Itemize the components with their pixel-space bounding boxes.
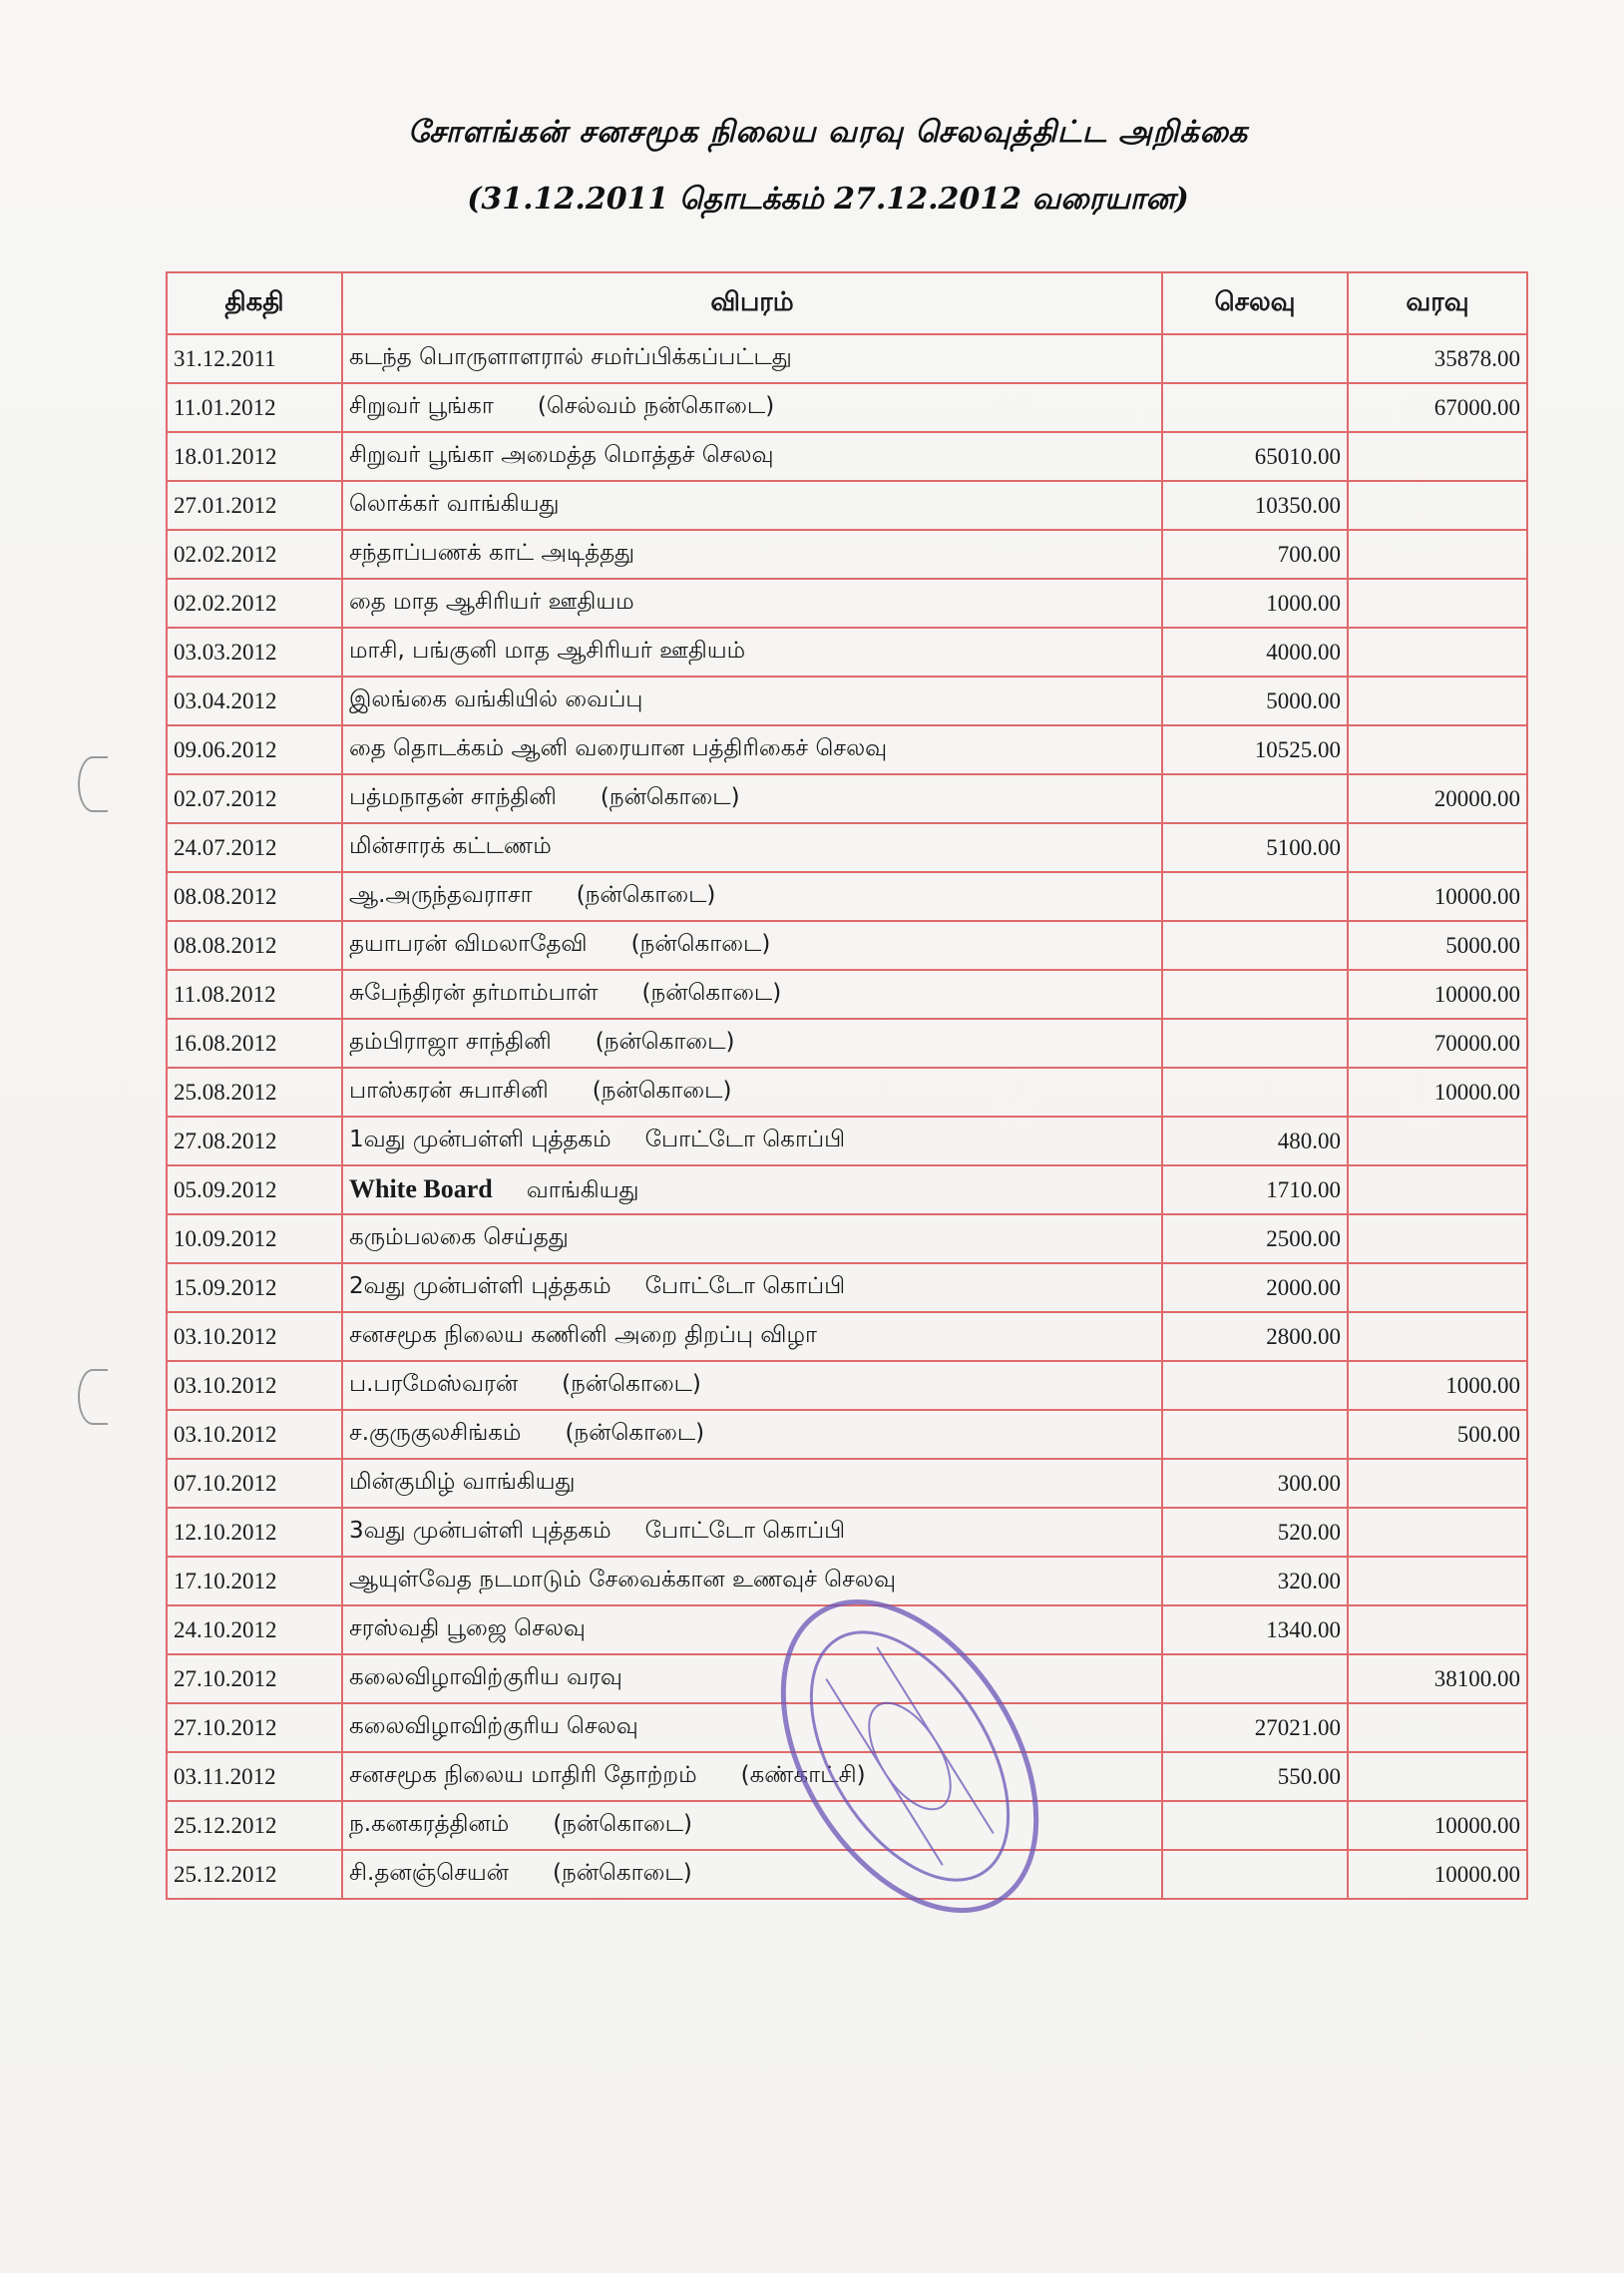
row-description-note: (நன்கொடை) [576,882,716,908]
row-date: 25.08.2012 [167,1068,342,1117]
row-description [342,579,1162,628]
row-description-note: (நன்கொடை) [565,1420,705,1446]
table-row [167,530,1527,579]
row-date: 11.08.2012 [167,970,342,1019]
row-description-text: மாசி, பங்குனி மாத ஆசிரியர் ஊதியம் [349,638,746,664]
row-description [342,1654,1162,1703]
row-income [1348,628,1527,677]
row-description-note: (நன்கொடை) [562,1371,701,1397]
row-expense [1162,1361,1348,1410]
table-row [167,1410,1527,1459]
row-description [342,725,1162,774]
row-description [342,774,1162,823]
row-date: 08.08.2012 [167,872,342,921]
row-expense: 65010.00 [1162,432,1348,481]
row-income: 67000.00 [1348,383,1527,432]
row-income [1348,725,1527,774]
row-description [342,1605,1162,1654]
row-description [342,823,1162,872]
row-date: 03.10.2012 [167,1312,342,1361]
row-expense [1162,774,1348,823]
row-description-note: போட்டோ கொப்பி [644,1127,846,1152]
row-description [342,1410,1162,1459]
row-description [342,1459,1162,1508]
row-expense [1162,1019,1348,1068]
row-description-note: (நன்கொடை) [600,784,740,810]
table-row [167,1605,1527,1654]
row-description-text: லொக்கர் வாங்கியது [349,491,560,517]
row-income [1348,1459,1527,1508]
row-description [342,530,1162,579]
row-description [342,1117,1162,1165]
row-description [342,1508,1162,1557]
row-description [342,1801,1162,1850]
table-row [167,970,1527,1019]
row-description-note: (நன்கொடை) [592,1078,732,1104]
row-expense [1162,1654,1348,1703]
row-income [1348,1312,1527,1361]
table-row [167,872,1527,921]
row-income [1348,1703,1527,1752]
table-row [167,481,1527,530]
row-expense [1162,1068,1348,1117]
row-expense: 320.00 [1162,1557,1348,1605]
row-expense [1162,383,1348,432]
row-income: 10000.00 [1348,872,1527,921]
row-description-note: (நன்கொடை) [641,980,782,1006]
table-row [167,1312,1527,1361]
row-description-text: கடந்த பொருளாளரால் சமர்ப்பிக்கப்பட்டது [349,344,792,370]
row-income [1348,1263,1527,1312]
row-date: 02.02.2012 [167,579,342,628]
table-row [167,1068,1527,1117]
table-row [167,1557,1527,1605]
table-row [167,1117,1527,1165]
row-description [342,628,1162,677]
budget-table [166,271,1528,1900]
table-row [167,1165,1527,1214]
row-expense: 550.00 [1162,1752,1348,1801]
table-row [167,1801,1527,1850]
row-description-text: மின்குமிழ் வாங்கியது [349,1469,576,1495]
row-description [342,1312,1162,1361]
table-row [167,774,1527,823]
row-date: 08.08.2012 [167,921,342,970]
row-description-text: ந.கனகரத்தினம் [349,1811,510,1837]
row-date: 02.07.2012 [167,774,342,823]
row-income: 500.00 [1348,1410,1527,1459]
row-description-text: சரஸ்வதி பூஜை செலவு [349,1615,586,1641]
row-date: 02.02.2012 [167,530,342,579]
row-date: 25.12.2012 [167,1801,342,1850]
row-date: 15.09.2012 [167,1263,342,1312]
row-date: 24.10.2012 [167,1605,342,1654]
row-income [1348,481,1527,530]
row-income: 10000.00 [1348,1068,1527,1117]
row-description-text: தை மாத ஆசிரியர் ஊதியம [349,589,634,615]
row-expense: 27021.00 [1162,1703,1348,1752]
row-expense: 5000.00 [1162,677,1348,725]
table-row [167,725,1527,774]
row-description-text: சுபேந்திரன் தர்மாம்பாள் [349,980,599,1006]
row-expense: 4000.00 [1162,628,1348,677]
report-title: சோளங்கன் சனசமூக நிலைய வரவு செலவுத்திட்ட அறிக்கை [407,115,1249,150]
table-row [167,628,1527,677]
row-expense: 700.00 [1162,530,1348,579]
row-description-note: (நன்கொடை) [552,1860,692,1886]
row-expense: 2000.00 [1162,1263,1348,1312]
table-row [167,1459,1527,1508]
row-expense: 480.00 [1162,1117,1348,1165]
column-header-income: வரவு [1348,272,1527,334]
row-income [1348,530,1527,579]
row-description-text: ஆ.அருந்தவராசா [349,882,533,908]
row-description [342,970,1162,1019]
row-income [1348,1165,1527,1214]
row-description-text: ச.குருகுலசிங்கம் [349,1420,522,1446]
row-expense [1162,970,1348,1019]
row-income [1348,432,1527,481]
row-date: 31.12.2011 [167,334,342,383]
row-expense [1162,334,1348,383]
row-description [342,1263,1162,1312]
row-description-text: கலைவிழாவிற்குரிய வரவு [349,1664,622,1690]
row-date: 27.01.2012 [167,481,342,530]
table-row [167,1019,1527,1068]
row-income [1348,823,1527,872]
row-description-note: (செல்வம் நன்கொடை) [537,393,775,419]
table-row [167,1703,1527,1752]
row-date: 27.08.2012 [167,1117,342,1165]
row-description [342,677,1162,725]
row-date: 17.10.2012 [167,1557,342,1605]
report-header [170,110,1486,226]
column-header-expense: செலவு [1162,272,1348,334]
row-date: 12.10.2012 [167,1508,342,1557]
row-income: 20000.00 [1348,774,1527,823]
row-expense [1162,1801,1348,1850]
row-expense: 1710.00 [1162,1165,1348,1214]
table-row [167,921,1527,970]
row-expense: 1340.00 [1162,1605,1348,1654]
row-description-text: சிறுவர் பூங்கா அமைத்த மொத்தச் செலவு [349,442,774,468]
row-description [342,1214,1162,1263]
row-expense [1162,872,1348,921]
row-date: 16.08.2012 [167,1019,342,1068]
row-date: 27.10.2012 [167,1654,342,1703]
row-income [1348,1117,1527,1165]
row-income [1348,1605,1527,1654]
row-date: 18.01.2012 [167,432,342,481]
row-description-text: 2வது முன்பள்ளி புத்தகம் [349,1273,611,1299]
row-date: 03.11.2012 [167,1752,342,1801]
row-date: 03.03.2012 [167,628,342,677]
row-description [342,1850,1162,1899]
row-expense [1162,921,1348,970]
row-description-text: மின்சாரக் கட்டணம் [349,833,552,859]
row-description-text: தம்பிராஜா சாந்தினி [349,1029,552,1055]
table-header-row [167,272,1527,334]
row-income: 38100.00 [1348,1654,1527,1703]
table-row [167,1752,1527,1801]
row-income [1348,1214,1527,1263]
row-expense: 2800.00 [1162,1312,1348,1361]
row-income [1348,579,1527,628]
row-date: 11.01.2012 [167,383,342,432]
table-row [167,579,1527,628]
row-description-text: ப.பரமேஸ்வரன் [349,1371,519,1397]
row-description-note: வாங்கியது [526,1176,639,1203]
column-header-date: திகதி [167,272,342,334]
row-description [342,1019,1162,1068]
row-expense: 10350.00 [1162,481,1348,530]
row-date: 07.10.2012 [167,1459,342,1508]
row-description-note: போட்டோ கொப்பி [644,1518,846,1544]
punch-hole-mark [78,756,108,812]
row-description [342,1068,1162,1117]
row-description [342,1557,1162,1605]
row-description [342,432,1162,481]
row-description [342,481,1162,530]
row-description-note: (நன்கொடை) [553,1811,693,1837]
row-date: 27.10.2012 [167,1703,342,1752]
row-date: 25.12.2012 [167,1850,342,1899]
row-description-text: தை தொடக்கம் ஆனி வரையான பத்திரிகைச் செலவு [349,735,888,761]
row-description-text: இலங்கை வங்கியில் வைப்பு [349,686,643,712]
table-body [167,334,1527,1899]
row-description [342,872,1162,921]
column-header-description: விபரம் [342,272,1162,334]
row-income [1348,1752,1527,1801]
row-date: 10.09.2012 [167,1214,342,1263]
row-expense: 520.00 [1162,1508,1348,1557]
row-expense: 2500.00 [1162,1214,1348,1263]
row-description-text: White Board [349,1173,493,1203]
table-row [167,1508,1527,1557]
table-row [167,1263,1527,1312]
row-income [1348,1557,1527,1605]
row-description-text: சனசமூக நிலைய கணினி அறை திறப்பு விழா [349,1322,817,1348]
row-description-text: சி.தனஞ்செயன் [349,1860,509,1886]
row-description [342,1752,1162,1801]
row-description-text: சனசமூக நிலைய மாதிரி தோற்றம் [349,1762,697,1788]
row-income: 1000.00 [1348,1361,1527,1410]
row-income: 10000.00 [1348,1850,1527,1899]
table-row [167,334,1527,383]
table-row [167,432,1527,481]
row-description-text: 3வது முன்பள்ளி புத்தகம் [349,1518,611,1544]
row-expense [1162,1850,1348,1899]
row-description-note: (நன்கொடை) [595,1029,735,1055]
table-row [167,1850,1527,1899]
punch-hole-mark [78,1369,108,1425]
row-income: 5000.00 [1348,921,1527,970]
row-income: 10000.00 [1348,1801,1527,1850]
table-row [167,383,1527,432]
row-date: 03.10.2012 [167,1410,342,1459]
row-expense: 1000.00 [1162,579,1348,628]
row-description-text: பாஸ்கரன் சுபாசினி [349,1078,549,1104]
row-date: 09.06.2012 [167,725,342,774]
row-description [342,921,1162,970]
row-description-text: கலைவிழாவிற்குரிய செலவு [349,1713,638,1739]
row-income [1348,677,1527,725]
row-description-note: (நன்கொடை) [630,931,771,957]
row-date: 03.10.2012 [167,1361,342,1410]
row-description [342,1165,1162,1214]
row-description [342,1361,1162,1410]
row-description-text: 1வது முன்பள்ளி புத்தகம் [349,1127,611,1152]
row-date: 05.09.2012 [167,1165,342,1214]
table-row [167,1361,1527,1410]
row-income [1348,1508,1527,1557]
row-description [342,1703,1162,1752]
row-description-text: ஆயுள்வேத நடமாடும் சேவைக்கான உணவுச் செலவு [349,1567,896,1592]
row-income: 35878.00 [1348,334,1527,383]
table-row [167,1214,1527,1263]
row-description-text: பத்மநாதன் சாந்தினி [349,784,557,810]
row-description-note: (கண்காட்சி) [740,1762,866,1788]
row-description-text: சிறுவர் பூங்கா [349,393,494,419]
table-row [167,823,1527,872]
table-row [167,1654,1527,1703]
row-expense: 300.00 [1162,1459,1348,1508]
row-income: 70000.00 [1348,1019,1527,1068]
row-date: 24.07.2012 [167,823,342,872]
row-description [342,383,1162,432]
row-expense: 10525.00 [1162,725,1348,774]
row-expense: 5100.00 [1162,823,1348,872]
row-description-note: போட்டோ கொப்பி [644,1273,846,1299]
row-description-text: கரும்பலகை செய்தது [349,1224,569,1250]
row-expense [1162,1410,1348,1459]
table-row [167,677,1527,725]
row-income: 10000.00 [1348,970,1527,1019]
row-date: 03.04.2012 [167,677,342,725]
row-description [342,334,1162,383]
row-description-text: சந்தாப்பணக் காட் அடித்தது [349,540,635,566]
row-description-text: தயாபரன் விமலாதேவி [349,931,588,957]
report-subtitle: (31.12.2011 தொடக்கம் 27.12.2012 வரையான) [467,182,1189,217]
